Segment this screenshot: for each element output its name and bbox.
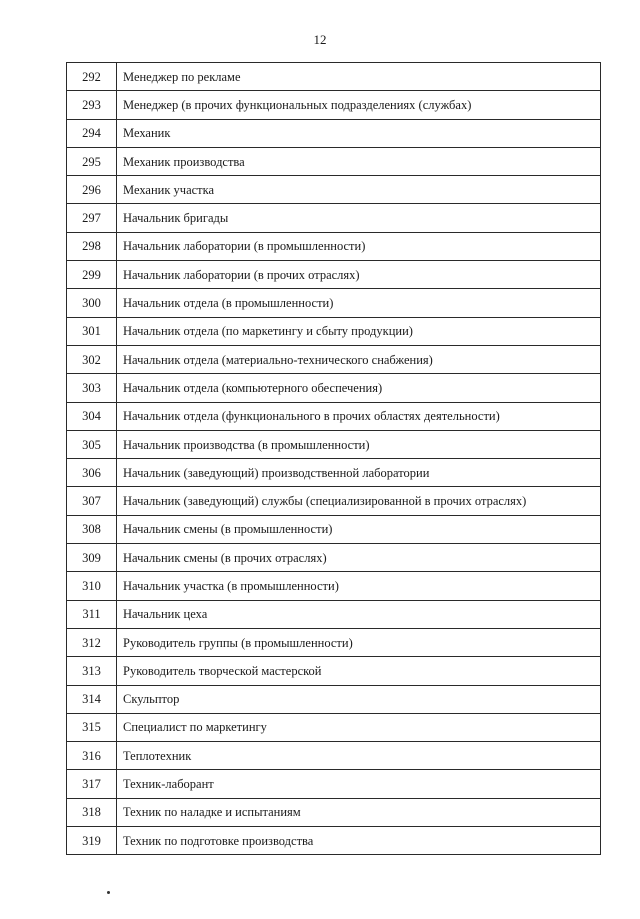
- row-number-cell: 307: [67, 487, 117, 515]
- table-row: [67, 430, 601, 458]
- row-number-cell: 295: [67, 147, 117, 175]
- table-row: [67, 713, 601, 741]
- row-number-cell: 310: [67, 572, 117, 600]
- table-row: [67, 770, 601, 798]
- position-name-cell: Начальник производства (в промышленности): [117, 430, 601, 458]
- row-number-cell: 301: [67, 317, 117, 345]
- row-number-cell: 302: [67, 345, 117, 373]
- row-number-cell: 293: [67, 91, 117, 119]
- position-name-cell: Менеджер (в прочих функциональных подразделениях (службах): [117, 91, 601, 119]
- row-number-cell: 319: [67, 827, 117, 855]
- table-row: [67, 176, 601, 204]
- row-number-cell: 303: [67, 374, 117, 402]
- position-name-cell: Техник по подготовке производства: [117, 827, 601, 855]
- row-number-cell: 318: [67, 798, 117, 826]
- row-number-cell: 308: [67, 515, 117, 543]
- table-row: [67, 374, 601, 402]
- row-number-cell: 306: [67, 459, 117, 487]
- position-name-cell: Техник по наладке и испытаниям: [117, 798, 601, 826]
- table-row: [67, 261, 601, 289]
- positions-table: [66, 62, 601, 855]
- position-name-cell: Начальник участка (в промышленности): [117, 572, 601, 600]
- position-name-cell: Начальник лаборатории (в промышленности): [117, 232, 601, 260]
- table-row: [67, 289, 601, 317]
- position-name-cell: Начальник лаборатории (в прочих отраслях): [117, 261, 601, 289]
- row-number-cell: 296: [67, 176, 117, 204]
- table-row: [67, 345, 601, 373]
- table-row: [67, 91, 601, 119]
- position-name-cell: Начальник отдела (компьютерного обеспечения): [117, 374, 601, 402]
- table-row: [67, 402, 601, 430]
- position-name-cell: Начальник отдела (функционального в прочих областях деятельности): [117, 402, 601, 430]
- table-row: [67, 63, 601, 91]
- table-row: [67, 827, 601, 855]
- position-name-cell: Механик производства: [117, 147, 601, 175]
- row-number-cell: 314: [67, 685, 117, 713]
- position-name-cell: Теплотехник: [117, 742, 601, 770]
- position-name-cell: Специалист по маркетингу: [117, 713, 601, 741]
- table-row: [67, 515, 601, 543]
- positions-table-body: [67, 63, 601, 855]
- table-row: [67, 685, 601, 713]
- table-row: [67, 232, 601, 260]
- row-number-cell: 298: [67, 232, 117, 260]
- row-number-cell: 316: [67, 742, 117, 770]
- row-number-cell: 313: [67, 657, 117, 685]
- table-row: [67, 742, 601, 770]
- table-row: [67, 657, 601, 685]
- position-name-cell: Начальник отдела (по маркетингу и сбыту продукции): [117, 317, 601, 345]
- table-row: [67, 204, 601, 232]
- table-row: [67, 600, 601, 628]
- table-row: [67, 544, 601, 572]
- table-row: [67, 459, 601, 487]
- position-name-cell: Механик участка: [117, 176, 601, 204]
- row-number-cell: 317: [67, 770, 117, 798]
- table-row: [67, 119, 601, 147]
- position-name-cell: Начальник (заведующий) производственной лаборатории: [117, 459, 601, 487]
- position-name-cell: Скульптор: [117, 685, 601, 713]
- row-number-cell: 309: [67, 544, 117, 572]
- position-name-cell: Начальник (заведующий) службы (специализированной в прочих отраслях): [117, 487, 601, 515]
- row-number-cell: 312: [67, 628, 117, 656]
- table-row: [67, 628, 601, 656]
- position-name-cell: Начальник бригады: [117, 204, 601, 232]
- table-row: [67, 487, 601, 515]
- position-name-cell: Начальник смены (в прочих отраслях): [117, 544, 601, 572]
- table-row: [67, 317, 601, 345]
- table-row: [67, 147, 601, 175]
- scan-speck: [107, 891, 110, 894]
- row-number-cell: 304: [67, 402, 117, 430]
- table-row: [67, 572, 601, 600]
- row-number-cell: 294: [67, 119, 117, 147]
- position-name-cell: Начальник цеха: [117, 600, 601, 628]
- position-name-cell: Начальник смены (в промышленности): [117, 515, 601, 543]
- position-name-cell: Руководитель творческой мастерской: [117, 657, 601, 685]
- row-number-cell: 315: [67, 713, 117, 741]
- position-name-cell: Менеджер по рекламе: [117, 63, 601, 91]
- position-name-cell: Механик: [117, 119, 601, 147]
- page-number: 12: [313, 32, 327, 47]
- row-number-cell: 292: [67, 63, 117, 91]
- position-name-cell: Техник-лаборант: [117, 770, 601, 798]
- position-name-cell: Руководитель группы (в промышленности): [117, 628, 601, 656]
- row-number-cell: 305: [67, 430, 117, 458]
- row-number-cell: 311: [67, 600, 117, 628]
- position-name-cell: Начальник отдела (в промышленности): [117, 289, 601, 317]
- position-name-cell: Начальник отдела (материально-технического снабжения): [117, 345, 601, 373]
- row-number-cell: 300: [67, 289, 117, 317]
- row-number-cell: 297: [67, 204, 117, 232]
- row-number-cell: 299: [67, 261, 117, 289]
- table-row: [67, 798, 601, 826]
